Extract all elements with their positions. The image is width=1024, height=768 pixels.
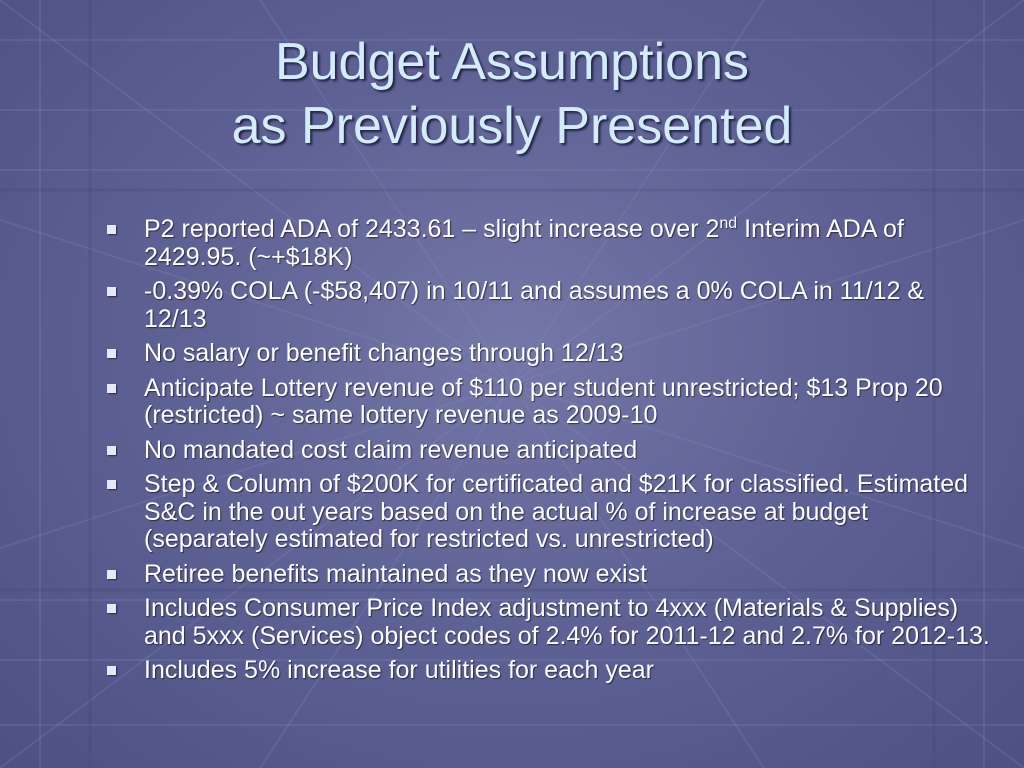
bullet-item-utilities bbox=[100, 657, 990, 685]
bullet-text: Includes Consumer Price Index adjustment to 4xxx (Materials & Supplies) and 5xxx (Services) object codes of 2.4% for 2011-12 and 2.7% for 2012-13. bbox=[144, 594, 990, 650]
bullet-list bbox=[100, 216, 990, 692]
square-bullet-icon bbox=[107, 666, 116, 675]
square-bullet-icon bbox=[107, 604, 116, 613]
bullet-item-lottery bbox=[100, 375, 990, 430]
bullet-text: No salary or benefit changes through 12/13 bbox=[144, 339, 624, 367]
bullet-item-salary bbox=[100, 340, 990, 368]
bullet-item-ada bbox=[100, 216, 990, 271]
bullet-superscript: nd bbox=[719, 215, 738, 232]
bullet-item-cola bbox=[100, 278, 990, 333]
bullet-text: Interim ADA of 2429.95. (~+$18K) bbox=[144, 215, 904, 271]
slide-title-line-2: as Previously Presented bbox=[231, 97, 793, 155]
bullet-text: P2 reported ADA of 2433.61 – slight increase over 2 bbox=[144, 215, 720, 243]
bullet-text: -0.39% COLA (-$58,407) in 10/11 and assumes a 0% COLA in 11/12 & 12/13 bbox=[144, 277, 925, 333]
bullet-text: Retiree benefits maintained as they now exist bbox=[144, 559, 648, 588]
bullet-text: Anticipate Lottery revenue of $110 per student unrestricted; $13 Prop 20 (restricted) ~ same lottery revenue as 2009-10 bbox=[144, 373, 943, 429]
slide-title-line-1: Budget Assumptions bbox=[274, 33, 750, 91]
square-bullet-icon bbox=[107, 384, 116, 393]
bullet-item-mandated-cost bbox=[100, 437, 990, 465]
bullet-item-cpi bbox=[100, 595, 990, 650]
bullet-item-retiree bbox=[100, 561, 990, 589]
square-bullet-icon bbox=[107, 570, 116, 579]
slide-title bbox=[0, 30, 1024, 158]
square-bullet-icon bbox=[107, 446, 116, 455]
square-bullet-icon bbox=[107, 349, 116, 358]
square-bullet-icon bbox=[107, 480, 116, 489]
bullet-item-step-column bbox=[100, 471, 990, 554]
square-bullet-icon bbox=[107, 287, 116, 296]
bullet-text: Includes 5% increase for utilities for each year bbox=[144, 656, 654, 684]
bullet-text: Step & Column of $200K for certificated and $21K for classified. Estimated S&C in the out years based on the actual % of increase at budget (separately estimated for restricted vs. unrestricted) bbox=[144, 470, 969, 553]
bullet-text: No mandated cost claim revenue anticipated bbox=[144, 435, 638, 464]
square-bullet-icon bbox=[107, 225, 116, 234]
